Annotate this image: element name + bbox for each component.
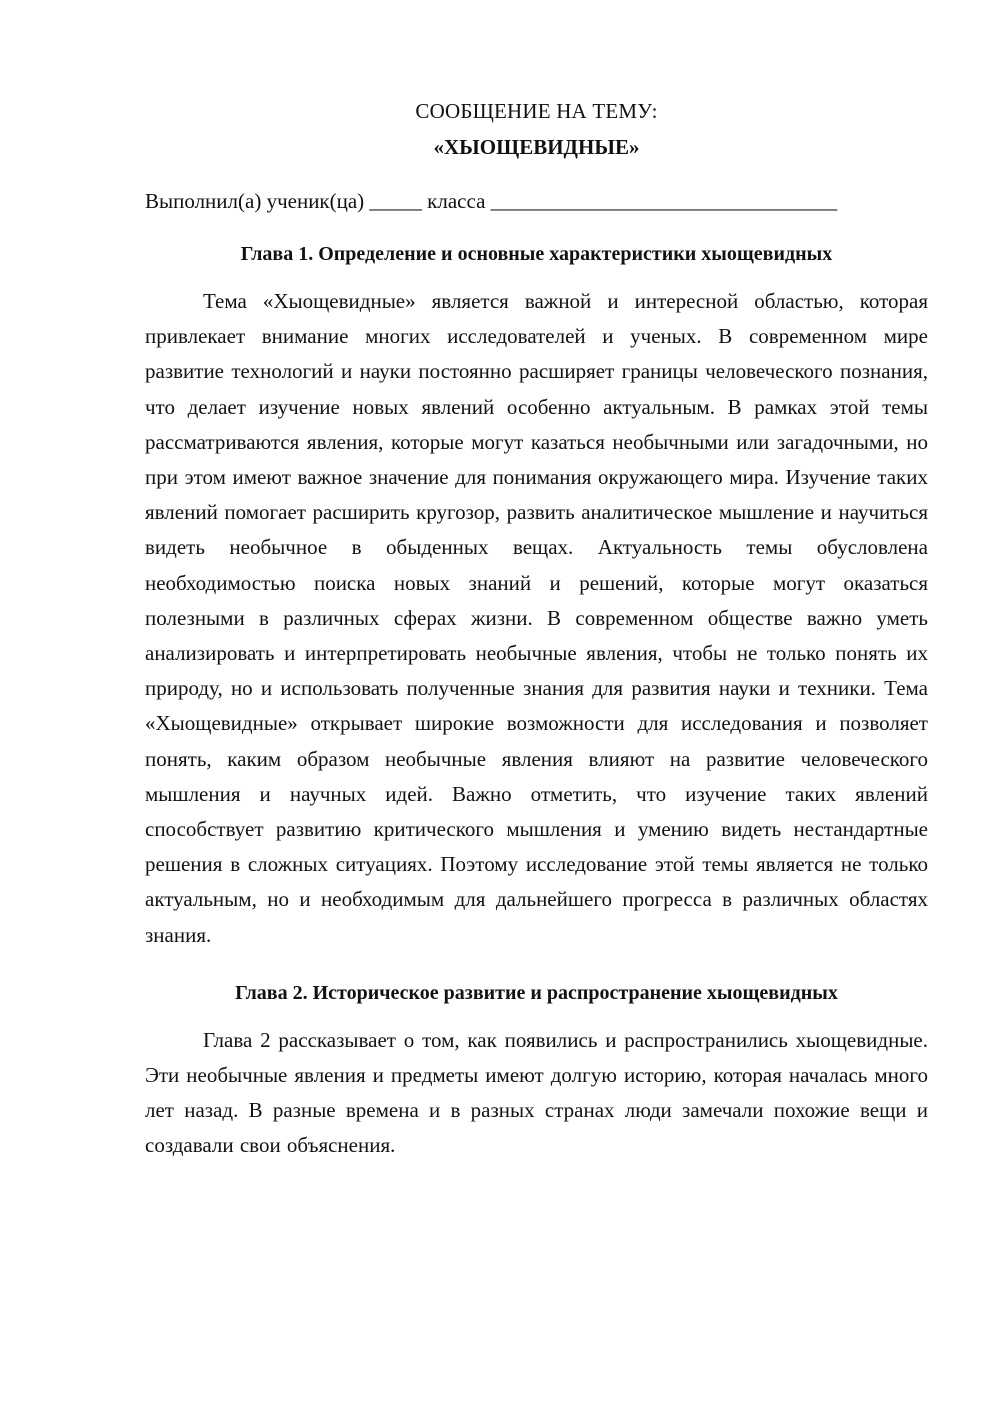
chapter-2-paragraph: Глава 2 рассказывает о том, как появились и распространились хыощевидные. Эти необычные явления и предметы имеют долгую историю, которая началась много лет назад. В разные времена и в разных странах люди замечали похожие вещи и создавали свои объяснения.: [145, 1027, 928, 1158]
student-info-line: Выполнил(а) ученик(ца) _____ класса _________________________________: [145, 189, 838, 213]
chapter-1-paragraph: Тема «Хыощевидные» является важной и интересной областью, которая привлекает внимание многих исследователей и ученых. В современном мире развитие технологий и науки постоянно расширяет границы человеческого познания, что делает изучение новых явлений особенно актуальным. В рамках этой темы рассматриваются явления, которые могут казаться необычными или загадочными, но при этом имеют важное значение для понимания окружающего мира. Изучение таких явлений помогает расширить кругозор, развить аналитическое мышление и научиться видеть необычное в обыденных вещах. Актуальность темы обусловлена необходимостью поиска новых знаний и решений, которые могут оказаться полезными в различных сферах жизни. В современном обществе важно уметь анализировать и интерпретировать необычные явления, чтобы не только понять их природу, но и использовать полученные знания для развития науки и техники. Тема «Хыощевидные» открывает широкие возможности для исследования и позволяет понять, каким образом необычные явления влияют на развитие человеческого мышления и научных идей. Важно отметить, что изучение таких явлений способствует развитию критического мышления и умению видеть нестандартные решения в сложных ситуациях. Поэтому исследование этой темы является не только актуальным, но и необходимым для дальнейшего прогресса в различных областях знания.: [145, 289, 928, 947]
document-subtitle: «ХЫОЩЕВИДНЫЕ»: [433, 135, 640, 159]
document-content: [145, 92, 928, 1164]
chapter-1-heading: Глава 1. Определение и основные характеристики хыощевидных: [240, 243, 833, 265]
chapter-2-heading: Глава 2. Историческое развитие и распространение хыощевидных: [235, 981, 838, 1004]
document-title: СООБЩЕНИЕ НА ТЕМУ:: [415, 99, 658, 123]
